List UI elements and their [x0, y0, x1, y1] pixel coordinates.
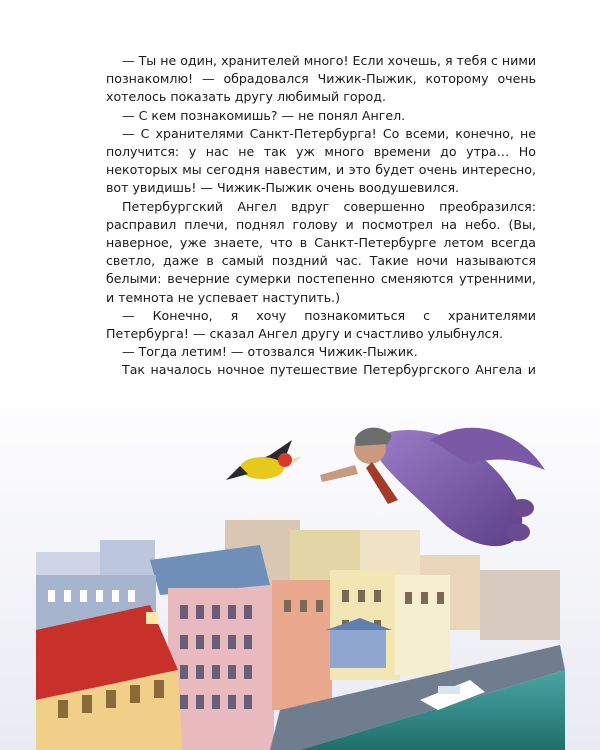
- paragraph: Так началось ночное путешествие Петербургского Ангела и: [122, 362, 536, 378]
- paragraph: — С кем познакомишь? — не понял Ангел.: [122, 107, 406, 123]
- paragraph: — Конечно, я хочу познакомиться с хранителями Петербурга! — сказал Ангел другу и счастливо улыбнулся.: [106, 307, 536, 342]
- city-flight-illustration: [0, 380, 600, 750]
- paragraph: — Ты не один, хранителей много! Если хочешь, я тебя с ними познакомлю! — обрадовался Чижик-Пыжик, которому очень хотелось показать другу любимый город.: [106, 53, 536, 105]
- paragraph: Петербургский Ангел вдруг совершенно преобразился: расправил плечи, поднял голову и посмотрел на небо. (Вы, наверное, уже знаете, что в Санкт-Петербурге летом всегда светло, даже в самый поздний час. Такие ночи называются белыми: вечерние сумерки постепенно сменяются утренними, и темнота не успевает наступить.): [106, 198, 536, 305]
- paragraph: — С хранителями Санкт-Петербурга! Со всеми, конечно, не получится: у нас не так уж много времени до утра… Но некоторых мы сегодня навестим, и это будет очень интересно, вот увидишь! — Чижик-Пыжик очень воодушевился.: [106, 125, 536, 196]
- story-text: [106, 52, 536, 398]
- paragraph: — Тогда летим! — отозвался Чижик-Пыжик.: [122, 344, 418, 360]
